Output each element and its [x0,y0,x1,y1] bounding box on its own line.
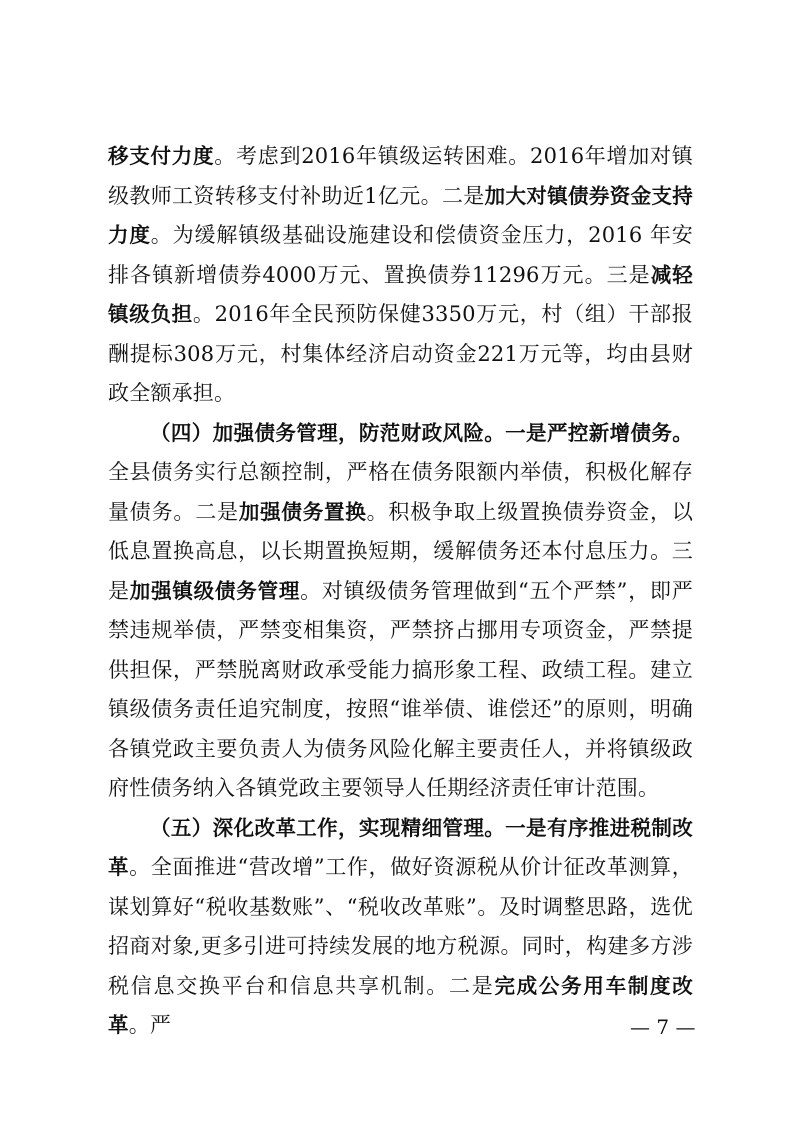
section-heading: （四）加强债务管理，防范财政风险。一是严控新增债务。 [150,420,693,445]
text-run: 。积极争取上级置换债券资金，以低息置换高息，以长期置换短期，缓解债务还本付息压力。三是 [108,499,694,603]
paragraph-1 [108,137,693,414]
bold-phrase: 加强债务置换 [238,499,367,524]
text-run: 。对镇级债务管理做到“五个严禁”，即严禁违规举债，严禁变相集资，严禁挤占挪用专项资金，严禁提供担保，严禁脱离财政承受能力搞形象工程、政绩工程。建立镇级债务责任追究制度，按照“谁举债、谁偿还”的原则，明确各镇党政主要负责人为债务风险化解主要责任人，并将镇级政府性债务纳入各镇党政主要领导人任期经济责任审计范围。 [108,578,693,800]
text-run: 。为缓解镇级基础设施建设和偿债资金压力，2016 年安排各镇新增债券4000万元、置换债券11296万元。三是 [108,223,693,287]
bold-phrase: 减轻镇级负担 [108,262,693,326]
bold-phrase: 完成公务用车制度改革 [108,973,693,1037]
text-run: 全县债务实行总额控制，严格在债务限额内举债，积极化解存量债务。二是 [108,460,693,524]
paragraph-2 [108,414,693,809]
bold-phrase: 移支付力度 [108,144,215,168]
text-run: 。2016年全民预防保健3350万元，村（组）干部报酬提标308万元，村集体经济启动资金221万元等，均由县财政全额承担。 [108,302,693,405]
section-heading: （五）深化改革工作，实现精细管理。一是有序推进税制改革 [108,815,693,879]
text-run: 。严 [128,1013,172,1037]
paragraph-3 [108,809,696,1046]
bold-phrase: 加强镇级债务管理 [129,578,301,603]
page-number: — 7 — [630,1015,696,1039]
bold-phrase: 加大对镇债券资金支持力度 [108,183,693,247]
document-body [108,137,696,1046]
text-run: 。考虑到2016年镇级运转困难。2016年增加对镇级教师工资转移支付补助近1亿元。二是 [108,144,694,208]
text-run: 。全面推进“营改增”工作，做好资源税从价计征改革测算，谋划算好“税收基数账”、“税收改革账”。及时调整思路，选优招商对象,更多引进可持续发展的地方税源。同时，构建多方涉税信息交换平台和信息共享机制。二是 [108,855,694,998]
